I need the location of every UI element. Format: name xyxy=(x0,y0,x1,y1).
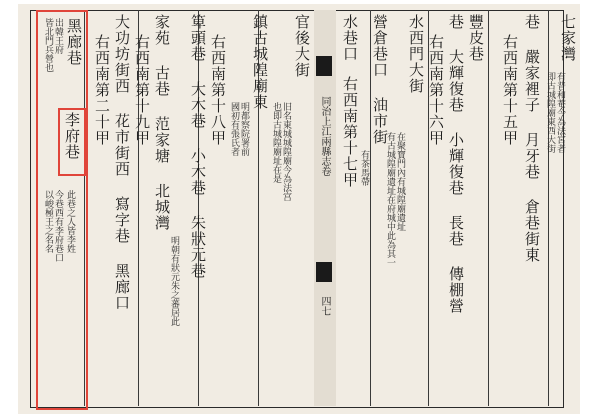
text-column: 黑廊巷 xyxy=(65,18,83,66)
text-column: 巷 嚴家裡子 月牙巷 倉巷街東 xyxy=(523,14,541,263)
text-column: 右西南第十八甲 xyxy=(209,34,227,146)
annotation: 即古城隍廟東西大街 xyxy=(545,72,555,153)
text-column: 官後大街 xyxy=(293,14,311,78)
annotation: 也即古城隍廟址在是 xyxy=(271,102,281,183)
annotation: 在聚寶門內有城隍廟遺址 xyxy=(395,132,405,231)
text-column: 箄頭巷 大木巷 小木巷 朱狀元巷 xyxy=(189,14,207,279)
fold-fishtail-mark xyxy=(316,56,332,76)
text-column: 家苑 古巷 范家塘 北城灣 xyxy=(153,14,171,231)
text-column: 右西南第十七甲 xyxy=(341,76,359,188)
text-column: 水西門大街 xyxy=(407,14,425,94)
text-column: 大功坊街西 花市街西 寫字巷 黑廊口 xyxy=(113,14,131,311)
annotation: 有古城隍廟遺址在府城中此為其一 xyxy=(385,132,395,267)
text-column: 右西南第十五甲 xyxy=(501,34,519,146)
text-column: 右西南第二十甲 xyxy=(93,34,111,146)
text-column: 豐皮巷 xyxy=(467,14,485,62)
annotation: 皆北門兵營也 xyxy=(43,18,53,72)
book-page xyxy=(18,4,580,414)
text-column: 鎮古城隍廟東 xyxy=(251,14,269,110)
fold-fishtail-mark xyxy=(316,262,332,282)
annotation: 有普和菴今為法宮者 xyxy=(555,72,565,153)
annotation: 明朝有狀元朱之蕃居此 xyxy=(169,236,179,326)
fold-book-title: 同治上江兩縣志卷 xyxy=(319,96,330,176)
annotation: 出韓王府 xyxy=(53,18,63,54)
annotation: 明都察院署前 xyxy=(239,102,249,156)
text-column: 水巷口 xyxy=(341,14,359,62)
text-column: 巷 大輝復巷 小輝復巷 長巷 傳棚營 xyxy=(447,14,465,314)
annotation: 以峻極王之名名 xyxy=(43,190,53,253)
text-column: 右西南第十六甲 xyxy=(427,34,445,146)
annotation: 今巷西有李府巷口 xyxy=(53,190,63,262)
highlighted-text: 李府巷 xyxy=(63,112,81,160)
column-rule xyxy=(548,10,549,406)
annotation: 此巷之人皆李姓 xyxy=(65,190,75,253)
text-column: 七家灣 xyxy=(559,14,577,62)
annotation: 旧名東城城隍廟今為法宫 xyxy=(281,102,291,201)
annotation: 有茶馬帶 xyxy=(359,150,369,186)
fold-folio: 四七 xyxy=(319,296,330,316)
column-rule xyxy=(488,10,489,406)
annotation: 國初有張氏者 xyxy=(229,102,239,156)
text-column: 右西南第十九甲 xyxy=(133,34,151,146)
text-column: 營倉巷口 油市街 xyxy=(371,14,389,145)
